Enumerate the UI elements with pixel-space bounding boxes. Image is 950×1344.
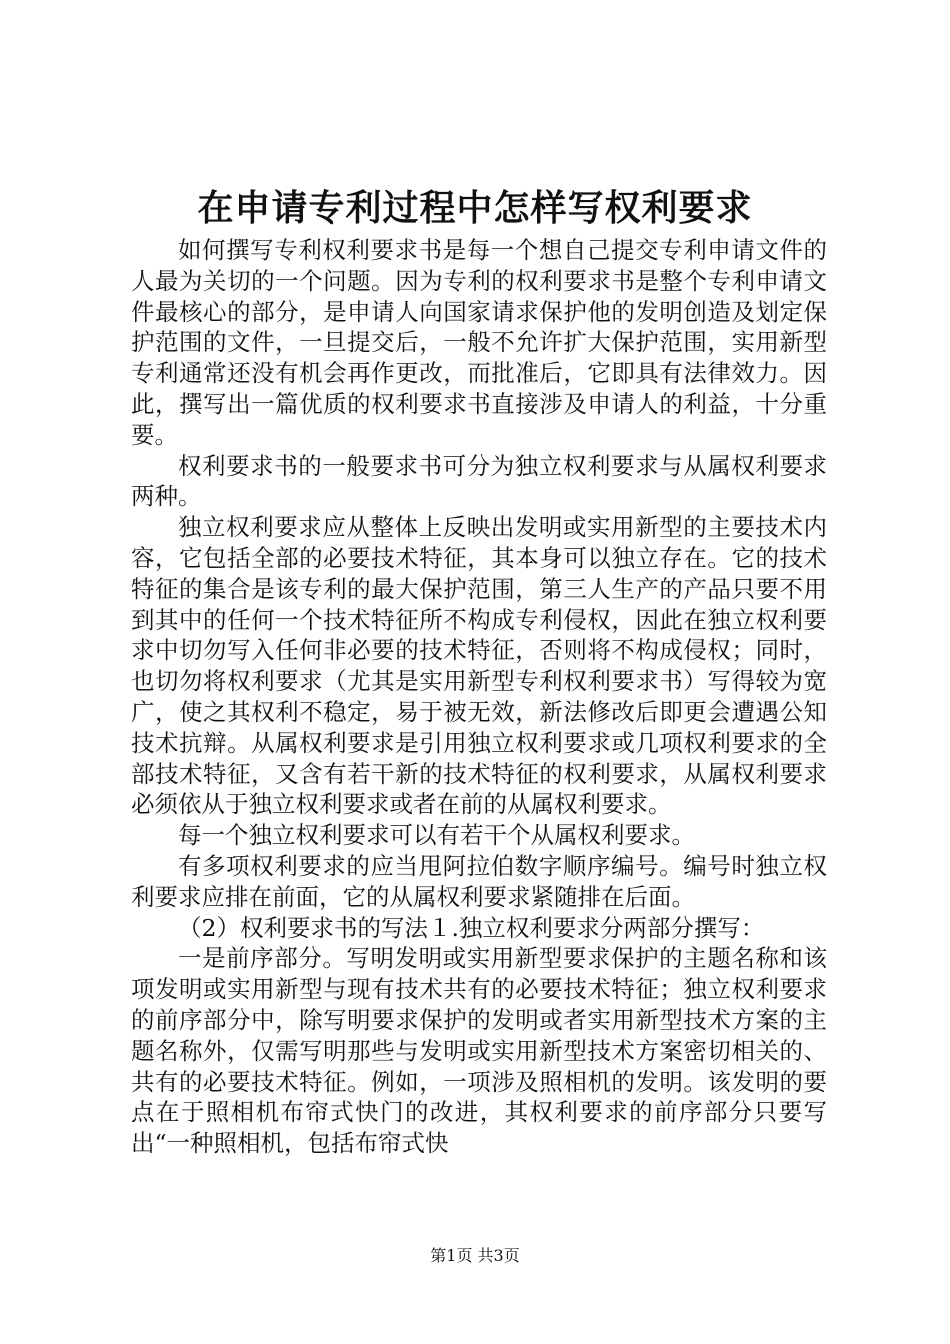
page-number: 第1页	[430, 1246, 473, 1265]
paragraph-preamble: 一是前序部分。写明发明或实用新型要求保护的主题名称和该项发明或实用新型与现有技术共有的必要技术特征；独立权利要求的前序部分中，除写明要求保护的发明或者实用新型技术方案的主题名称外，仅需写明那些与发明或实用新型技术方案密切相关的、共有的必要技术特征。例如，一项涉及照相机的发明。该发明的要点在于照相机布帘式快门的改进，其权利要求的前序部分只要写出“一种照相机，包括布帘式快	[131, 944, 827, 1158]
document-title: 在申请专利过程中怎样写权利要求	[197, 187, 753, 229]
document-body	[131, 235, 827, 1159]
page-footer	[0, 1245, 950, 1267]
paragraph-independent-claims: 独立权利要求应从整体上反映出发明或实用新型的主要技术内容，它包括全部的必要技术特征，其本身可以独立存在。它的技术特征的集合是该专利的最大保护范围，第三人生产的产品只要不用到其中的任何一个技术特征所不构成专利侵权，因此在独立权利要求中切勿写入任何非必要的技术特征，否则将不构成侵权；同时，也切勿将权利要求（尤其是实用新型专利权利要求书）写得较为宽广，使之其权利不稳定，易于被无效，新法修改后即更会遭遇公知技术抗辩。从属权利要求是引用独立权利要求或几项权利要求的全部技术特征，又含有若干新的技术特征的权利要求，从属权利要求必须依从于独立权利要求或者在前的从属权利要求。	[131, 513, 827, 819]
total-pages: 共3页	[477, 1246, 520, 1265]
paragraph-dependent-count: 每一个独立权利要求可以有若干个从属权利要求。	[178, 821, 695, 850]
paragraph-numbering: 有多项权利要求的应当甩阿拉伯数字顺序编号。编号时独立权利要求应排在前面，它的从属权利要求紧随排在后面。	[131, 851, 827, 911]
paragraph-intro: 如何撰写专利权利要求书是每一个想自己提交专利申请文件的人最为关切的一个问题。因为专利的权利要求书是整个专利申请文件最核心的部分，是申请人向国家请求保护他的发明创造及划定保护范围的文件，一旦提交后，一般不允许扩大保护范围，实用新型专利通常还没有机会再作更改，而批准后，它即具有法律效力。因此，撰写出一篇优质的权利要求书直接涉及申请人的利益，十分重要。	[131, 236, 827, 449]
paragraph-claim-types: 权利要求书的一般要求书可分为独立权利要求与从属权利要求两种。	[131, 451, 827, 511]
paragraph-section-heading: （2）权利要求书的写法１.独立权利要求分两部分撰写：	[178, 913, 765, 942]
